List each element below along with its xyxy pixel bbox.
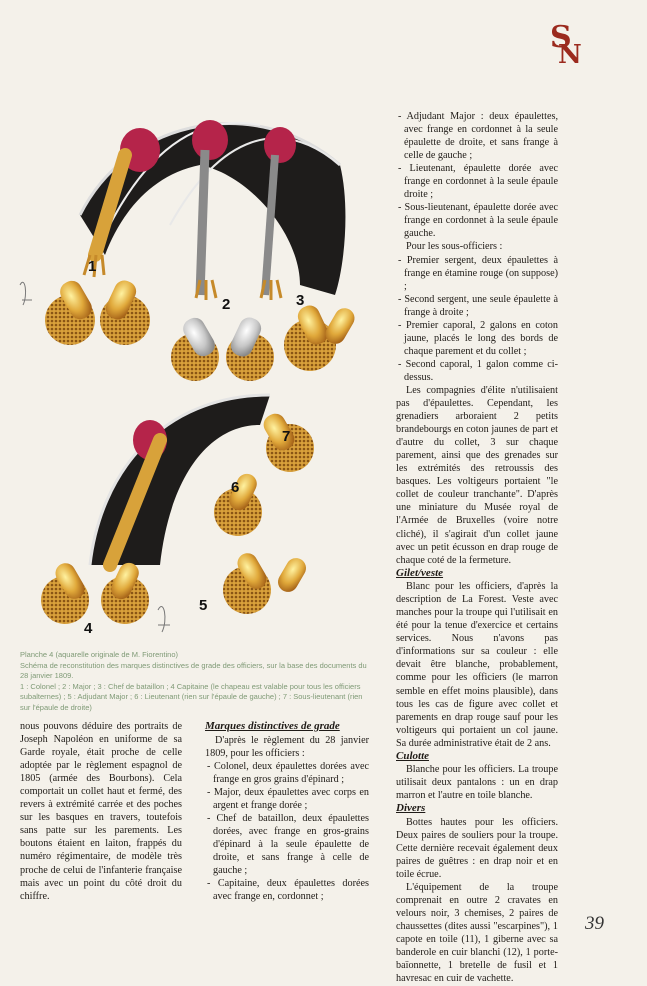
text-column-2 — [205, 720, 369, 903]
paragraph-compagnies-elite: Les compagnies d'élite n'utilisaient pas d'épaulettes. Cependant, les grenadiers arboraient 2 petits brandebourgs en coton jaunes de part et d'autre du collet, 3 sur chaque parement, ainsi que des grenades sur les extrémités des retroussis des basques. Les voltigeurs portaient "le collet de couleur tranchante". D'après une miniature du Musée royal de l'Armée de Bruxelles (voire notre cliché), il s'agirait d'un collet jaune avec un petit écusson en drap rouge de chaque coté de la fermeture. — [396, 384, 558, 566]
list-item: - Premier sergent, deux épaulettes à frange en étamine rouge (on suppose) ; — [398, 254, 558, 292]
plate-caption — [20, 650, 375, 714]
caption-line: subalternes) ; 5 : Adjudant Major ; 6 : Lieutenant (rien sur l'épaule de gauche) ; 7 : Sous-lieutenant (rien — [20, 692, 363, 702]
publisher-logo — [548, 22, 582, 68]
artist-signature-top — [20, 282, 32, 305]
list-item: - Major, deux épaulettes avec corps en argent et frange dorée ; — [207, 786, 369, 811]
plate-number-4: 4 — [84, 620, 93, 637]
list-item: - Adjudant Major : deux épaulettes, avec frange en cordonnet à la seule épaulette de droite, et sans frange à celle de gauche ; — [398, 111, 558, 162]
list-item: - Premier caporal, 2 galons en coton jaune, placés le long des bords de chaque parement et du collet ; — [398, 319, 558, 357]
list-item: - Lieutenant, épaulette dorée avec frange en cordonnet à la seule épaule droite ; — [398, 163, 558, 201]
bicorne-hats-top — [80, 120, 345, 300]
list-item: - Second caporal, 1 galon comme ci-dessus. — [398, 358, 558, 383]
caption-line: sur l'épaule de droite) — [20, 702, 92, 712]
logo-letter-s: S — [550, 20, 572, 55]
caption-line: 28 janvier 1809. — [20, 671, 74, 681]
epaulettes-capitaine — [41, 560, 149, 624]
plate-number-6: 6 — [231, 479, 240, 496]
heading-culotte: Culotte — [396, 749, 430, 762]
plate-number-2: 2 — [222, 296, 231, 313]
paragraph-uniform-description: nous pouvons déduire des portraits de Joseph Napoléon en uniforme de sa Garde royale, était proche de celle adoptée par le règlement espagnol de 1805 (armée des Bourbons). Cela comportait un collet haut et fermé, des revers à extrémité carrée et des poches sur les basques en travers, toutefois sans patte sur les parements. Les boutons étaient en laiton, frappés du numéro régimentaire, de modèle très proche de celui de l'infanterie française mais avec un point du côté droit du chiffre. — [20, 721, 182, 902]
text-column-1 — [20, 720, 182, 903]
heading-marques-distinctives: Marques distinctives de grade — [205, 720, 340, 732]
text-column-3 — [396, 110, 558, 986]
uniform-plate-illustration — [10, 95, 380, 650]
paragraph-reglement-intro: D'après le règlement du 28 janvier 1809, pour les officiers : — [205, 734, 369, 759]
caption-line: Schéma de reconstitution des marques distinctives de grade des officiers, sur la base des documents du — [20, 660, 367, 670]
paragraph-sous-officiers-intro: Pour les sous-officiers : — [406, 241, 503, 253]
epaulettes-major — [171, 314, 274, 381]
epaulettes-colonel — [45, 277, 150, 345]
list-item: - Second sergent, une seule épaulette à frange à droite ; — [398, 293, 558, 318]
caption-line: 1 : Colonel ; 2 : Major ; 3 : Chef de bataillon ; 4 Capitaine (le chapeau est valable pour tous les officiers — [20, 681, 361, 691]
page-number: 39 — [585, 913, 604, 934]
plate-number-3: 3 — [296, 292, 305, 309]
epaulettes-chef-de-bataillon — [284, 302, 358, 371]
epaulettes-adjudant-major — [223, 550, 310, 614]
heading-gilet-veste: Gilet/veste — [396, 566, 444, 579]
plate-number-7: 7 — [282, 428, 291, 445]
artist-signature-bottom — [158, 607, 170, 632]
paragraph-gilet: Blanc pour les officiers, d'après la description de La Forest. Veste avec manches pour la troupe qui l'utilisait en été pour la tenue d'exercice et certains services. Nous n'avons pas d'informations sur sa couleur : elle devait être blanche, probablement, comme pour les officiers (le marron semble en effet moins plausible), dans tous les cas de figure avec collet et parements en drap rouge sauf pour les voltigeurs qui portaient un col jaune. Sa durée administrative était de 2 ans. — [396, 581, 558, 749]
list-item: - Capitaine, deux épaulettes dorées avec frange en, cordonnet ; — [207, 878, 369, 903]
list-item: - Colonel, deux épaulettes dorées avec frange en gros grains d'épinard ; — [207, 760, 369, 785]
list-item: - Chef de bataillon, deux épaulettes dorées, avec frange en gros-grains d'épinard à la seule épaulette de droite, et sans frange à celle de gauche ; — [207, 812, 369, 876]
list-item: - Sous-lieutenant, épaulette dorée avec frange en cordonnet à la seule épaule gauche. — [398, 202, 558, 240]
paragraph-divers-1: Bottes hautes pour les officiers. Deux paires de souliers pour la troupe. Cette dernière recevait également deux paires de guêtres : en drap noir et en toile écrue. — [396, 816, 558, 881]
plate-number-1: 1 — [88, 258, 97, 275]
plate-number-5: 5 — [199, 597, 208, 614]
logo-letter-n: N — [558, 40, 582, 70]
caption-line: Planche 4 (aquarelle originale de M. Fiorentino) — [20, 650, 179, 659]
heading-divers: Divers — [396, 802, 426, 815]
paragraph-divers-2: L'équipement de la troupe comprenait en outre 2 cravates en velours noir, 3 chemises, 2 paires de chaussettes (dites aussi "escarpines"), 1 capote en toile (11), 1 giberne avec sa banderole en cuir blanchi (12), 1 porte-baïonnette, 1 bretelle de fusil et 1 havresac en cuir de vachette. — [396, 882, 558, 985]
paragraph-culotte: Blanche pour les officiers. La troupe utilisait deux pantalons : un en drap marron et l'autre en toile blanche. — [396, 764, 558, 802]
